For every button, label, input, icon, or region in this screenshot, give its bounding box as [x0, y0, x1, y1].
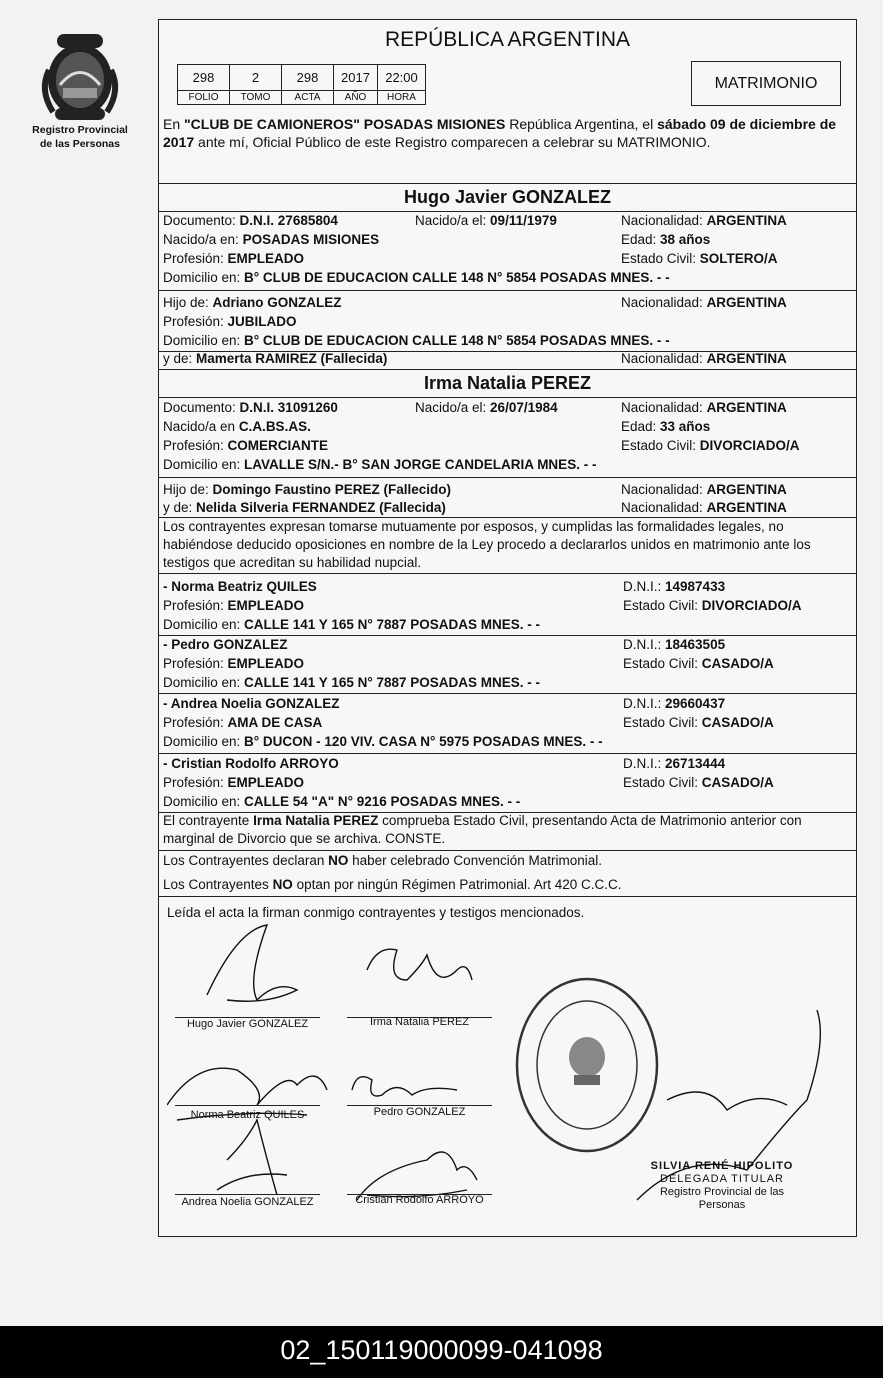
official-name: SILVIA RENÉ HIPOLITO	[650, 1160, 794, 1172]
groom-birthplace: POSADAS MISIONES	[242, 232, 380, 247]
signature-label-witness-1: Norma Beatriz QUILES	[190, 1109, 305, 1121]
logo-caption-line2: de las Personas	[40, 138, 120, 150]
signature-label-witness-2: Pedro GONZALEZ	[373, 1106, 466, 1118]
groom-address: B° CLUB DE EDUCACION CALLE 148 N° 5854 POSADAS MNES. - -	[244, 270, 670, 285]
official-seal	[512, 975, 662, 1155]
country-title: REPÚBLICA ARGENTINA	[384, 28, 631, 51]
bride-dni: D.N.I. 31091260	[239, 400, 338, 415]
bride-father-nationality: ARGENTINA	[706, 482, 787, 497]
bride-address: LAVALLE S/N.- B° SAN JORGE CANDELARIA MNES. - -	[244, 457, 597, 472]
tomo-value: 2	[230, 65, 282, 91]
intro-paragraph: En "CLUB DE CAMIONEROS" POSADAS MISIONES República Argentina, el sábado 09 de diciembre de 2017 ante mí, Oficial Público de este Registro comparecen a celebrar su MATRIMONIO.	[163, 116, 837, 150]
signature-label-groom: Hugo Javier GONZALEZ	[186, 1018, 309, 1030]
signature-label-witness-3: Andrea Noelia GONZALEZ	[181, 1196, 314, 1208]
folio-label: FOLIO	[178, 91, 230, 105]
anio-value: 2017	[334, 65, 378, 91]
acta-value: 298	[282, 65, 334, 91]
groom-nationality: ARGENTINA	[706, 213, 787, 228]
bride-nationality: ARGENTINA	[706, 400, 787, 415]
groom-birthdate: 09/11/1979	[490, 213, 557, 228]
hora-value: 22:00	[378, 65, 426, 91]
tomo-label: TOMO	[230, 91, 282, 105]
groom-age: 38 años	[660, 232, 711, 247]
signatures-area	[167, 920, 856, 1238]
convention-statement: Los Contrayentes declaran NO haber celebrado Convención Matrimonial.	[163, 853, 602, 868]
bride-father: Domingo Faustino PEREZ (Fallecido)	[212, 482, 452, 497]
folio-value: 298	[178, 65, 230, 91]
bride-age: 33 años	[660, 419, 711, 434]
official-stamp	[637, 1160, 807, 1212]
groom-dni: D.N.I. 27685804	[239, 213, 338, 228]
groom-father-profession: JUBILADO	[227, 314, 297, 329]
bride-mother: Nelida Silveria FERNANDEZ (Fallecida)	[196, 500, 446, 515]
bride-name: Irma Natalia PEREZ	[423, 373, 592, 393]
bride-civil-status: DIVORCIADO/A	[699, 438, 800, 453]
closing-statement: Leída el acta la firman conmigo contrayentes y testigos mencionados.	[167, 905, 585, 920]
misiones-shield-icon	[35, 30, 125, 122]
acta-label: ACTA	[282, 91, 334, 105]
declaration-paragraph: Los contrayentes expresan tomarse mutuamente por esposos, y cumplidas las formalidades legales, no habiéndose deducido oposiciones en nombre de la Ley procedo a declararlos unidos en matrimonio ante los testigos que acreditan su habilidad nupcial.	[163, 519, 811, 570]
marriage-certificate: REPÚBLICA ARGENTINA 298 2 298 2017 22:00 FOLIO TOMO ACTA AÑO HORA MATRIMONIO En "CLUB DE CAMIONEROS" POSADAS MISIONES República Argentina, el sábado 09 de diciembre de 2017 ante mí, Oficial Público de este Registro comparecen a celebrar su MATRIMONIO. Hugo Javier GONZALEZ Documento: D.N.I. 27685804 Nacido/a el: 09/11/1979 Nacionalidad: ARGENTINA Nacido/a en: POSADAS MISIONES Edad: 38 años Profesión: EMPLEADO Estado Civil: SOLTERO/A Domicilio en: B° CLUB DE EDUCACION CALLE 148 N° 5854 POSADAS MNES. - - Hijo de: Adriano GONZALEZ Nacionalidad: ARGENTINA Profesión: JUBILADO Domicilio en: B° CLUB DE EDUCACION CALLE 148 N° 5854 POSADAS MNES. - - y de: Mamerta RAMIREZ (Fallecida) Nacionalidad: ARGENTINA Irma Natalia PEREZ Documento: D.N.I. 31091260 Nacido/a el: 26/07/1984 Nacionalidad: ARGENTINA Nacido/a en C.A.BS.AS. Edad: 33 años Profesión: COMERCIANTE Estado Civil: DIVORCIADO/A Domicilio en: LAVALLE S/N.- B° SAN JORGE CANDELARIA MNES. - - Hijo de: Domingo Faustino PEREZ (Fallecido) Nacionalidad: ARGENTINA y de: Nelida Silveria FERNANDEZ (Fallecida) Nacionalidad: ARGENTINA Los contrayentes expresan tomarse mutuamente por esposos, y cumplidas las formalidades legales, no habiéndose deducido oposiciones en nombre de la Ley procedo a declararlos unidos en matrimonio ante los testigos que acreditan su habilidad nupcial. - Norma Beatriz QUILES D.N.I.: 14987433 Profesión: EMPLEADO Estado Civil: DIVORCIADO/A Domicilio en: CALLE 141 Y 165 N° 7887 POSADAS MNES. - - - Pedro GONZALEZ D.N.I.: 18463505 Profesión: EMPLEADO Estado Civil: CASADO/A Domicilio en: CALLE 141 Y 165 N° 7887 POSADAS MNES. - - - Andrea Noelia GONZALEZ D.N.I.: 29660437 Profesión: AMA DE CASA Estado Civil: CASADO/A Domicilio en: B° DUCON - 120 VIV. CASA N° 5975 POSADAS MNES. - - - Cristian Rodolfo ARROYO D.N.I.: 26713444 Profesión: EMPLEADO Estado Civil: CASADO/A Domicilio en: CALLE 54 "A" N° 9216 POSADAS MNES. - - El contrayente Irma Natalia PEREZ comprueba Estado Civil, presentando Acta de Matrimonio anterior con marginal de Divorcio que se archiva. CONSTE. Los Contrayentes declaran NO haber celebrado Convención Matrimonial. Los Contrayentes NO optan por ningún Régimen Patrimonial. Art 420 C.C.C. Leída el acta la firman conmigo contrayentes y testigos mencionados. Hugo Javier GONZALEZ Irma Natalia PEREZ Norma Beatriz QUILES Pedro GONZALEZ Andrea Noelia GONZALEZ Cristian Rodolfo ARROYO SILVIA RENÉ HIPOLITO DELEGADA TITULAR Registro Provincial de las Personas	[158, 19, 857, 1237]
bride-profession: COMERCIANTE	[227, 438, 329, 453]
certificate-type: MATRIMONIO	[691, 61, 841, 106]
civil-status-note: El contrayente Irma Natalia PEREZ comprueba Estado Civil, presentando Acta de Matrimonio anterior con marginal de Divorcio que se archiva. CONSTE.	[163, 813, 802, 846]
signature-label-bride: Irma Natalia PEREZ	[369, 1016, 470, 1028]
groom-father-nationality: ARGENTINA	[706, 295, 787, 310]
document-code-bar: 02_150119000099-041098	[0, 1326, 883, 1378]
registry-seal-icon	[512, 975, 662, 1155]
bride-birthplace: C.A.BS.AS.	[238, 419, 311, 434]
regime-statement: Los Contrayentes NO optan por ningún Régimen Patrimonial. Art 420 C.C.C.	[163, 877, 622, 892]
hora-label: HORA	[378, 91, 426, 105]
bride-mother-nationality: ARGENTINA	[706, 500, 787, 515]
logo-caption-line1: Registro Provincial	[32, 124, 128, 136]
groom-mother: Mamerta RAMIREZ (Fallecida)	[196, 351, 388, 366]
groom-mother-nationality: ARGENTINA	[706, 351, 787, 366]
groom-father: Adriano GONZALEZ	[212, 295, 342, 310]
bride-birthdate: 26/07/1984	[490, 400, 558, 415]
official-role: DELEGADA TITULAR	[660, 1173, 784, 1185]
registry-logo	[20, 30, 140, 150]
registry-meta-table	[177, 64, 426, 105]
ceremony-place: "CLUB DE CAMIONEROS" POSADAS MISIONES	[184, 116, 506, 132]
groom-name: Hugo Javier GONZALEZ	[403, 187, 612, 207]
groom-civil-status: SOLTERO/A	[699, 251, 778, 266]
official-org: Registro Provincial de las Personas	[659, 1186, 785, 1211]
groom-father-address: B° CLUB DE EDUCACION CALLE 148 N° 5854 POSADAS MNES. - -	[244, 333, 670, 348]
anio-label: AÑO	[334, 91, 378, 105]
signature-label-witness-4: Cristian Rodolfo ARROYO	[355, 1194, 484, 1206]
groom-profession: EMPLEADO	[227, 251, 305, 266]
ceremony-date: sábado 09 de diciembre de 2017	[163, 116, 837, 150]
